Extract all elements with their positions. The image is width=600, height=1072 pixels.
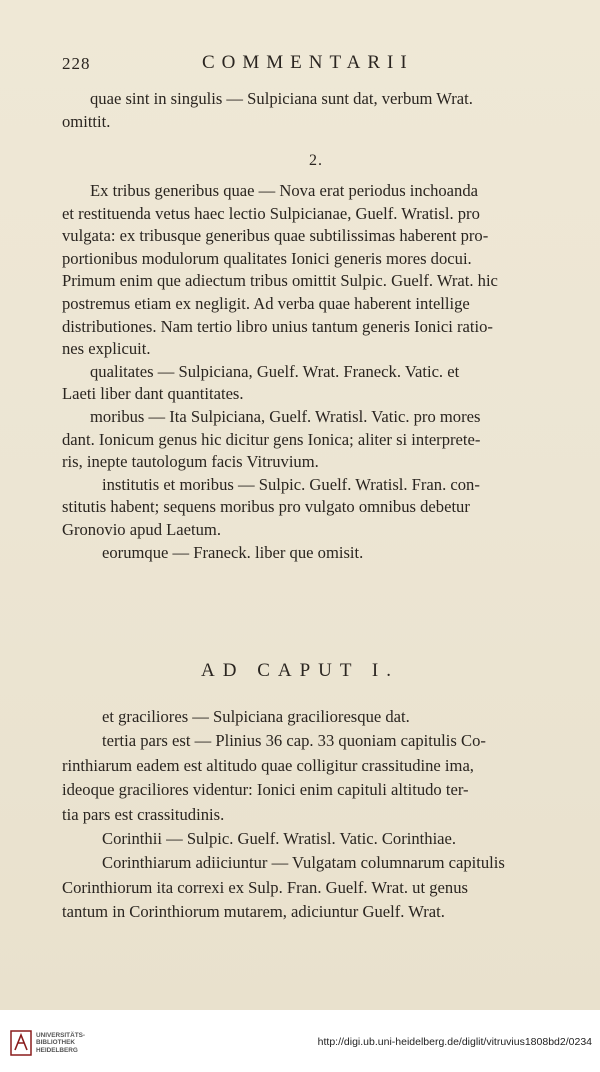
chapter-commentary <box>62 705 570 925</box>
text-line: eorumque — Franeck. liber que omisit. <box>102 542 364 562</box>
text-line: ris, inepte tautologum facis Vitruvium. <box>62 452 319 472</box>
text-line: Laeti liber dant quantitates. <box>62 384 244 404</box>
text-line: Ex tribus generibus quae — Nova erat periodus inchoanda <box>90 181 478 200</box>
text-line: Primum enim que adiectum tribus omittit Sulpic. Guelf. Wrat. hic <box>62 271 498 291</box>
text-line: qualitates — Sulpiciana, Guelf. Wrat. Franeck. Vatic. et <box>90 361 460 381</box>
text-line: tantum in Corinthiorum mutarem, adiciuntur Guelf. Wrat. <box>62 902 445 922</box>
text-line: Corinthiorum ita correxi ex Sulp. Fran. Guelf. Wrat. ut genus <box>62 877 468 897</box>
library-name-line: UNIVERSITÄTS- <box>36 1032 85 1039</box>
text-line: vulgata: ex tribusque generibus quae subtilissimas haberent pro- <box>62 226 489 246</box>
text-line: dant. Ionicum genus hic dicitur gens Ionica; aliter si interprete- <box>62 429 481 449</box>
library-name-line: BIBLIOTHEK <box>36 1039 76 1047</box>
text-line: institutis et moribus — Sulpic. Guelf. Wratisl. Fran. con- <box>102 474 480 494</box>
text-line: ideoque graciliores videntur: Ionici enim capituli altitudo ter- <box>62 780 469 800</box>
library-logo-icon <box>10 1030 32 1056</box>
text-line: stitutis habent; sequens moribus pro vulgato omnibus debetur <box>62 497 470 517</box>
text-line: et restituenda vetus haec lectio Sulpicianae, Guelf. Wratisl. pro <box>62 203 480 223</box>
text-line: et graciliores — Sulpiciana gracilioresque dat. <box>102 707 410 726</box>
text-line: omittit. <box>62 111 111 131</box>
text-line: moribus — Ita Sulpiciana, Guelf. Wratisl. Vatic. pro mores <box>90 406 481 426</box>
text-line: portionibus modulorum qualitates Ionici generis mores docui. <box>62 248 472 268</box>
library-name-line: HEIDELBERG <box>36 1046 78 1054</box>
library-name <box>36 1032 85 1054</box>
chapter-heading: AD CAPUT I. <box>201 660 399 681</box>
text-line: nes explicuit. <box>62 339 151 359</box>
text-line: distributiones. Nam tertio libro unius tantum generis Ionici ratio- <box>62 316 493 336</box>
commentary-body <box>62 180 570 564</box>
text-line: tertia pars est — Plinius 36 cap. 33 quoniam capitulis Co- <box>102 731 486 751</box>
text-line: rinthiarum eadem est altitudo quae colligitur crassitudine ima, <box>62 755 474 775</box>
section-number-block <box>62 146 570 185</box>
text-line: tia pars est crassitudinis. <box>62 804 225 824</box>
text-line: postremus etiam ex negligit. Ad verba quae haberent intellige <box>62 293 470 313</box>
source-url-link[interactable]: http://digi.ub.uni-heidelberg.de/diglit/vitruvius1808bd2/0234 <box>317 1036 592 1048</box>
page-header <box>62 52 560 80</box>
intro-paragraph <box>62 88 570 133</box>
text-line: Gronovio apud Laetum. <box>62 519 221 539</box>
text-line: Corinthiarum adiiciuntur — Vulgatam columnarum capitulis <box>102 853 505 873</box>
text-line: quae sint in singulis — Sulpiciana sunt dat, verbum Wrat. <box>90 89 473 108</box>
text-line: Corinthii — Sulpic. Guelf. Wratisl. Vatic. Corinthiae. <box>102 829 457 849</box>
page-number: 228 <box>62 54 91 73</box>
section-number: 2. <box>309 152 323 169</box>
running-title: COMMENTARII <box>202 52 414 73</box>
